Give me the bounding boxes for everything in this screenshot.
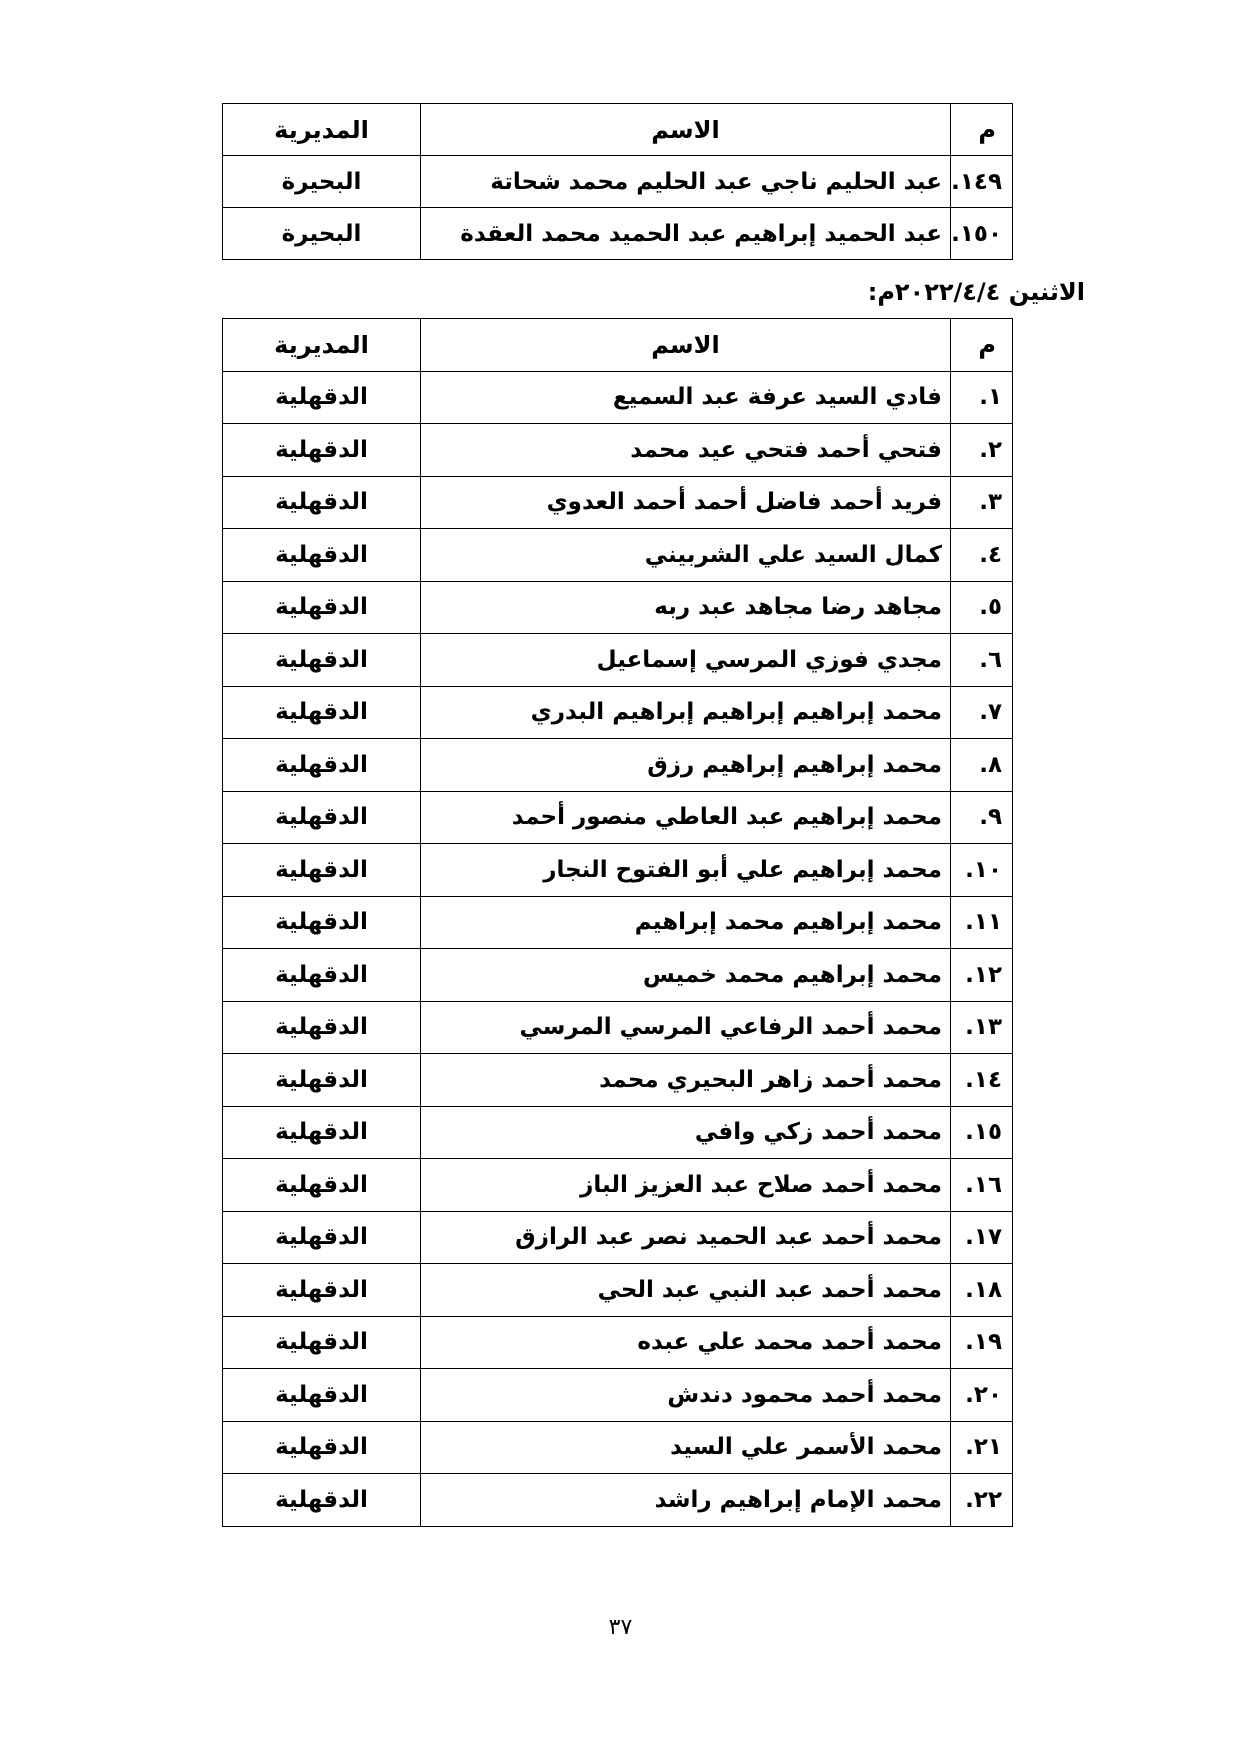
row-number-text: ١٤٩. xyxy=(951,168,1002,195)
row-name: محمد أحمد محمد علي عبده xyxy=(421,1316,951,1369)
row-name: محمد أحمد محمود دندش xyxy=(421,1369,951,1422)
row-number xyxy=(951,1054,1013,1107)
row-directorate: الدقهلية xyxy=(223,844,421,897)
row-number-text: ٢٠. xyxy=(965,1381,1002,1408)
section-date: ٢٠٢٢/٤/٤م: xyxy=(867,278,1001,306)
row-directorate: الدقهلية xyxy=(223,949,421,1002)
row-number xyxy=(951,529,1013,582)
row-number-text: ١٥. xyxy=(965,1119,1002,1146)
row-directorate: الدقهلية xyxy=(223,476,421,529)
row-number-text: ٨. xyxy=(979,751,1002,778)
attendees-table xyxy=(222,318,1013,1527)
row-number-text: ٣. xyxy=(979,489,1002,516)
row-number xyxy=(951,581,1013,634)
row-number-text: ٤. xyxy=(979,541,1002,568)
row-directorate: الدقهلية xyxy=(223,371,421,424)
row-name: محمد إبراهيم محمد إبراهيم xyxy=(421,896,951,949)
row-number xyxy=(951,208,1013,260)
row-directorate: البحيرة xyxy=(223,156,421,208)
table-row xyxy=(223,949,1013,1002)
table-row xyxy=(223,1054,1013,1107)
row-name: محمد الإمام إبراهيم راشد xyxy=(421,1474,951,1527)
table-row xyxy=(223,1001,1013,1054)
row-number xyxy=(951,371,1013,424)
row-name: فتحي أحمد فتحي عيد محمد xyxy=(421,424,951,477)
row-name: كمال السيد علي الشربيني xyxy=(421,529,951,582)
header-name: الاسم xyxy=(421,319,951,372)
header-num: م xyxy=(951,104,1013,156)
row-directorate: الدقهلية xyxy=(223,1106,421,1159)
attendees-table-continued xyxy=(222,103,1013,260)
header-name: الاسم xyxy=(421,104,951,156)
row-number xyxy=(951,791,1013,844)
row-number-text: ٢٢. xyxy=(965,1486,1002,1513)
row-name: محمد أحمد عبد الحميد نصر عبد الرازق xyxy=(421,1211,951,1264)
table-row xyxy=(223,791,1013,844)
table-row xyxy=(223,1211,1013,1264)
row-directorate: البحيرة xyxy=(223,208,421,260)
row-number-text: ١٦. xyxy=(965,1171,1002,1198)
row-directorate: الدقهلية xyxy=(223,634,421,687)
row-name: عبد الحميد إبراهيم عبد الحميد محمد العقدة xyxy=(421,208,951,260)
row-name: محمد إبراهيم علي أبو الفتوح النجار xyxy=(421,844,951,897)
row-number-text: ١٣. xyxy=(965,1014,1002,1041)
table-row xyxy=(223,1474,1013,1527)
table-row xyxy=(223,634,1013,687)
row-number xyxy=(951,739,1013,792)
row-directorate: الدقهلية xyxy=(223,1159,421,1212)
row-directorate: الدقهلية xyxy=(223,424,421,477)
row-name: مجاهد رضا مجاهد عبد ربه xyxy=(421,581,951,634)
row-number-text: ١٠. xyxy=(965,856,1002,883)
row-name: مجدي فوزي المرسي إسماعيل xyxy=(421,634,951,687)
page-number: ٣٧ xyxy=(608,1615,633,1640)
row-number xyxy=(951,1474,1013,1527)
row-number-text: ٢١. xyxy=(965,1434,1002,1461)
table-row xyxy=(223,1264,1013,1317)
row-number xyxy=(951,1106,1013,1159)
row-directorate: الدقهلية xyxy=(223,529,421,582)
row-name: محمد الأسمر علي السيد xyxy=(421,1421,951,1474)
row-directorate: الدقهلية xyxy=(223,896,421,949)
section-day: الاثنين xyxy=(1008,278,1085,306)
header-num: م xyxy=(951,319,1013,372)
row-number-text: ١٧. xyxy=(965,1224,1002,1251)
row-name: محمد أحمد زاهر البحيري محمد xyxy=(421,1054,951,1107)
table-row xyxy=(223,896,1013,949)
row-name: فريد أحمد فاضل أحمد أحمد العدوي xyxy=(421,476,951,529)
header-directorate: المديرية xyxy=(223,319,421,372)
row-number-text: ١٨. xyxy=(965,1276,1002,1303)
row-name: محمد إبراهيم عبد العاطي منصور أحمد xyxy=(421,791,951,844)
row-name: محمد أحمد زكي وافي xyxy=(421,1106,951,1159)
row-number xyxy=(951,1001,1013,1054)
row-number xyxy=(951,1369,1013,1422)
row-directorate: الدقهلية xyxy=(223,739,421,792)
row-number xyxy=(951,1421,1013,1474)
row-number xyxy=(951,476,1013,529)
row-number-text: ٦. xyxy=(979,646,1002,673)
row-number xyxy=(951,844,1013,897)
row-directorate: الدقهلية xyxy=(223,1421,421,1474)
row-directorate: الدقهلية xyxy=(223,1369,421,1422)
row-number-text: ٢. xyxy=(979,436,1002,463)
row-number xyxy=(951,686,1013,739)
row-directorate: الدقهلية xyxy=(223,791,421,844)
table1-body xyxy=(223,156,1013,260)
row-number xyxy=(951,949,1013,1002)
row-number-text: ١. xyxy=(979,384,1002,411)
table-row xyxy=(223,424,1013,477)
row-number-text: ٥. xyxy=(979,594,1002,621)
table-row xyxy=(223,476,1013,529)
row-number-text: ١٥٠. xyxy=(951,220,1002,247)
table-row xyxy=(223,371,1013,424)
table-row xyxy=(223,1106,1013,1159)
row-directorate: الدقهلية xyxy=(223,581,421,634)
row-number xyxy=(951,1159,1013,1212)
row-directorate: الدقهلية xyxy=(223,1054,421,1107)
table-row xyxy=(223,1421,1013,1474)
table-row xyxy=(223,1369,1013,1422)
row-number xyxy=(951,424,1013,477)
row-number-text: ١١. xyxy=(965,909,1002,936)
header-directorate: المديرية xyxy=(223,104,421,156)
row-number xyxy=(951,1316,1013,1369)
row-name: محمد أحمد عبد النبي عبد الحي xyxy=(421,1264,951,1317)
row-number xyxy=(951,1264,1013,1317)
row-directorate: الدقهلية xyxy=(223,1316,421,1369)
row-number xyxy=(951,1211,1013,1264)
row-directorate: الدقهلية xyxy=(223,686,421,739)
row-name: محمد إبراهيم محمد خميس xyxy=(421,949,951,1002)
row-directorate: الدقهلية xyxy=(223,1001,421,1054)
row-number-text: ١٢. xyxy=(965,961,1002,988)
table-row xyxy=(223,208,1013,260)
row-number xyxy=(951,896,1013,949)
row-number-text: ١٤. xyxy=(965,1066,1002,1093)
row-name: محمد أحمد الرفاعي المرسي المرسي xyxy=(421,1001,951,1054)
table-row xyxy=(223,1159,1013,1212)
section-heading xyxy=(868,278,1085,306)
row-directorate: الدقهلية xyxy=(223,1264,421,1317)
table-row xyxy=(223,739,1013,792)
row-name: محمد أحمد صلاح عبد العزيز الباز xyxy=(421,1159,951,1212)
table-row xyxy=(223,156,1013,208)
table-row xyxy=(223,686,1013,739)
row-name: محمد إبراهيم إبراهيم رزق xyxy=(421,739,951,792)
row-name: فادي السيد عرفة عبد السميع xyxy=(421,371,951,424)
row-name: عبد الحليم ناجي عبد الحليم محمد شحاتة xyxy=(421,156,951,208)
table-row xyxy=(223,1316,1013,1369)
table-header-row xyxy=(223,319,1013,372)
row-number-text: ٧. xyxy=(979,699,1002,726)
table-row xyxy=(223,581,1013,634)
row-number-text: ٩. xyxy=(979,804,1002,831)
row-number xyxy=(951,634,1013,687)
row-directorate: الدقهلية xyxy=(223,1211,421,1264)
row-name: محمد إبراهيم إبراهيم إبراهيم البدري xyxy=(421,686,951,739)
table-row xyxy=(223,529,1013,582)
row-directorate: الدقهلية xyxy=(223,1474,421,1527)
table2-body xyxy=(223,371,1013,1526)
row-number-text: ١٩. xyxy=(965,1329,1002,1356)
table-header-row xyxy=(223,104,1013,156)
table-row xyxy=(223,844,1013,897)
row-number xyxy=(951,156,1013,208)
